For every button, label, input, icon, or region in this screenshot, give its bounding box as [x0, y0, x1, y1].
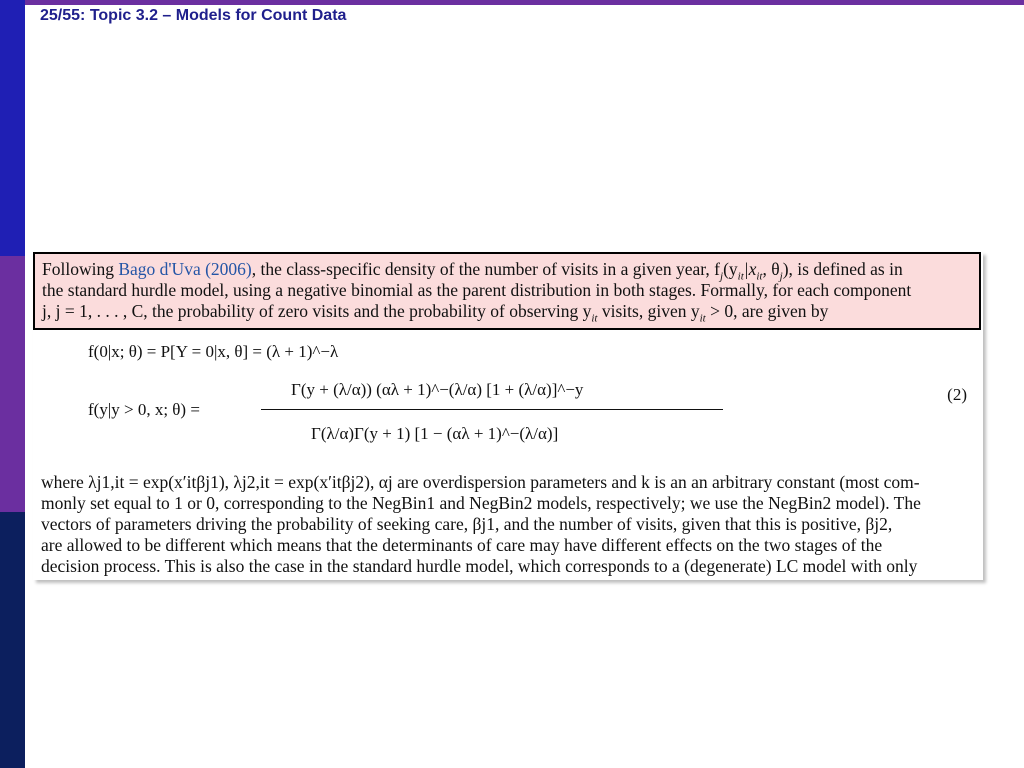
citation-link[interactable]: Bago d'Uva (2006)	[118, 259, 252, 279]
line-text: visits, given y	[597, 301, 700, 321]
body-line-2: monly set equal to 1 or 0, corresponding to the NegBin1 and NegBin2 models, respectively; we use the NegBin2 model). The	[41, 493, 921, 513]
left-color-bar	[0, 0, 25, 768]
sidebar-segment-top	[0, 0, 25, 256]
paper-excerpt	[33, 252, 983, 580]
sidebar-segment-middle	[0, 256, 25, 512]
fraction-bar	[261, 409, 723, 410]
body-line-4: are allowed to be different which means that the determinants of care may have different effects on the two stages of the	[41, 535, 883, 555]
line-text: j, j = 1, . . . , C, the probability of zero visits and the probability of observing y	[42, 301, 592, 321]
line-text: Following	[42, 259, 119, 279]
equation-denominator: Γ(λ/α)Γ(y + 1) [1 − (αλ + 1)^−(λ/α)]	[311, 424, 559, 443]
paragraph-line-1: Following Bago d'Uva (2006), the class-specific density of the number of visits in a given year, $f_j(y_{it}|x_{it}$, $\theta_j$), is defined as in	[42, 259, 903, 283]
equation-numerator: Γ(y + (λ/α)) (αλ + 1)^−(λ/α) [1 + (λ/α)]^−y	[291, 380, 584, 399]
line-text: ), is defined as in	[782, 259, 903, 279]
sidebar-segment-bottom	[0, 512, 25, 768]
paragraph-line-3: j, j = 1, . . . , C, the probability of zero visits and the probability of observing $y_{it}$ visits, given $y_{it} > 0$, are given by	[42, 301, 829, 325]
equation-number: (2)	[947, 385, 967, 404]
slide-title: 25/55: Topic 3.2 – Models for Count Data	[40, 7, 347, 24]
body-line-5: decision process. This is also the case in the standard hurdle model, which corresponds to a (degenerate) LC model with only	[41, 556, 918, 576]
equation-zero-visits: f(0|x; θ) = P[Y = 0|x, θ] = (λ + 1)^−λ	[88, 342, 339, 361]
line-text: , the class-specific density of the number of visits in a given year, f	[251, 259, 721, 279]
equation-positive-visits-lhs: f(y|y > 0, x; θ) =	[88, 400, 200, 419]
body-line-1: where λj1,it = exp(x′itβj1), λj2,it = exp(x′itβj2), αj are overdispersion parameters and k is an an arbitrary constant (most com-	[41, 472, 920, 492]
paragraph-line-2: the standard hurdle model, using a negative binomial as the parent distribution in both stages. Formally, for each component	[42, 280, 912, 300]
body-line-3: vectors of parameters driving the probability of seeking care, βj1, and the number of visits, given that this is positive, βj2,	[41, 514, 893, 534]
line-text: (y	[723, 259, 738, 279]
highlighted-paragraph	[33, 252, 981, 330]
top-rule	[25, 0, 1024, 5]
line-text: > 0, are given by	[705, 301, 829, 321]
